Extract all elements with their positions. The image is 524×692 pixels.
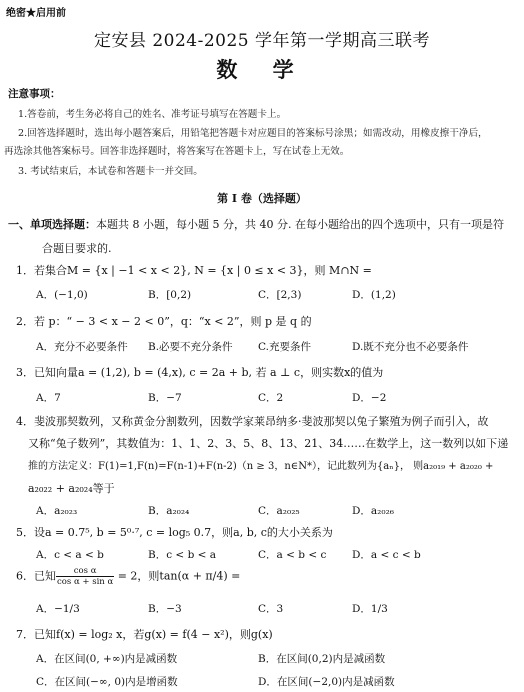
option-b: B．−7 <box>148 392 182 404</box>
option-c: C.充要条件 <box>258 341 311 353</box>
option-b: B．[0,2) <box>148 289 192 301</box>
option-c: C．3 <box>258 603 284 615</box>
question-3: 3．已知向量a = (1,2), b = (4,x), c = 2a + b, 若 a ⊥ c，则实数x的值为 <box>16 366 384 379</box>
option-a: A．(−1,0) <box>36 289 88 301</box>
confidential-mark: 绝密★启用前 <box>6 8 66 19</box>
option-c: C．a₂₀₂₅ <box>258 505 300 517</box>
option-c: C．在区间(−∞, 0)内是增函数 <box>36 676 178 688</box>
part-instructions-cont: 合题目要求的. <box>42 242 112 255</box>
question-4-line: 4．斐波那契数列，又称黄金分割数列，因数学家莱昂纳多·斐波那契以兔子繁殖为例子而引入，故 <box>16 415 489 428</box>
section-title: 第 I 卷（选择题） <box>217 192 307 205</box>
option-b: B．−3 <box>148 603 182 615</box>
option-d: D.既不充分也不必要条件 <box>352 341 469 353</box>
fraction-denominator: cos α + sin α <box>57 577 114 587</box>
subject-title: 数 学 <box>216 57 308 82</box>
option-b: B．在区间(0,2)内是减函数 <box>258 653 386 665</box>
option-d: D．(1,2) <box>352 289 396 301</box>
option-d: D．在区间(−2,0)内是减函数 <box>258 676 395 688</box>
option-c: C．2 <box>258 392 284 404</box>
option-d: D．1/3 <box>352 603 388 615</box>
question-4-line: 推的方法定义：F(1)=1,F(n)=F(n-1)+F(n-2)（n ≥ 3，n∈N*），记此数列为{aₙ}， 则a₂₀₁₉ + a₂₀₂₀ + <box>28 461 494 472</box>
option-a: A．在区间(0, +∞)内是减函数 <box>36 653 178 665</box>
option-c: C．a < b < c <box>258 549 327 561</box>
note-item: 2.回答选择题时，选出每小题答案后，用铅笔把答题卡对应题目的答案标号涂黑；如需改动，用橡皮擦干净后， <box>18 128 488 139</box>
part-instructions: 本题共 8 小题，每小题 5 分，共 40 分. 在每小题给出的四个选项中，只有一项是符 <box>96 218 504 231</box>
question-6-suffix: = 2，则tan(α + π/4) = <box>114 569 241 583</box>
option-a: A．a₂₀₂₃ <box>36 505 78 517</box>
question-5: 5．设a = 0.7⁵, b = 5⁰·⁷, c = log₅ 0.7，则a, b, c的大小关系为 <box>16 526 333 539</box>
option-d: D．−2 <box>352 392 387 404</box>
option-a: A．充分不必要条件 <box>36 341 128 353</box>
option-d: D．a < c < b <box>352 549 421 561</box>
exam-title: 定安县 2024-2025 学年第一学期高三联考 <box>93 31 431 51</box>
note-item: 3. 考试结束后，本试卷和答题卡一并交回。 <box>18 166 203 177</box>
option-a: A．7 <box>36 392 61 404</box>
option-a: A．−1/3 <box>36 603 80 615</box>
option-d: D．a₂₀₂₆ <box>352 505 395 517</box>
part-label: 一、单项选择题： <box>8 218 96 231</box>
option-b: B.必要不充分条件 <box>148 341 233 353</box>
question-7: 7．已知f(x) = log₂ x，若g(x) = f(4 − x²)，则g(x) <box>16 628 273 641</box>
question-6-prefix: 6．已知 <box>16 569 56 583</box>
notes-heading: 注意事项： <box>8 88 61 100</box>
fraction-numerator: cos α <box>56 566 114 577</box>
fraction <box>56 566 114 587</box>
option-b: B．c < b < a <box>148 549 217 561</box>
note-item: 再选涂其他答案标号。回答非选择题时，将答案写在答题卡上，写在试卷上无效。 <box>4 146 350 157</box>
question-6 <box>16 566 240 587</box>
question-1: 1．若集合M = {x | −1 < x < 2}, N = {x | 0 ≤ x < 3}，则 M∩N = <box>16 264 372 277</box>
option-a: A．c < a < b <box>36 549 104 561</box>
part-heading <box>8 216 504 232</box>
question-4-line: a₂₀₂₂ + a₂₀₂₄等于 <box>28 482 115 495</box>
question-4-line: 又称“兔子数列”，其数值为：1、1、2、3、5、8、13、21、34……在数学上，这一数列以如下递 <box>28 437 509 450</box>
question-2: 2．若 p：“ − 3 < x − 2 < 0”，q：“x < 2”，则 p 是 q 的 <box>16 315 312 328</box>
option-c: C．[2,3) <box>258 289 302 301</box>
option-b: B．a₂₀₂₄ <box>148 505 190 517</box>
note-item: 1.答卷前，考生务必将自己的姓名、准考证号填写在答题卡上。 <box>18 109 287 120</box>
